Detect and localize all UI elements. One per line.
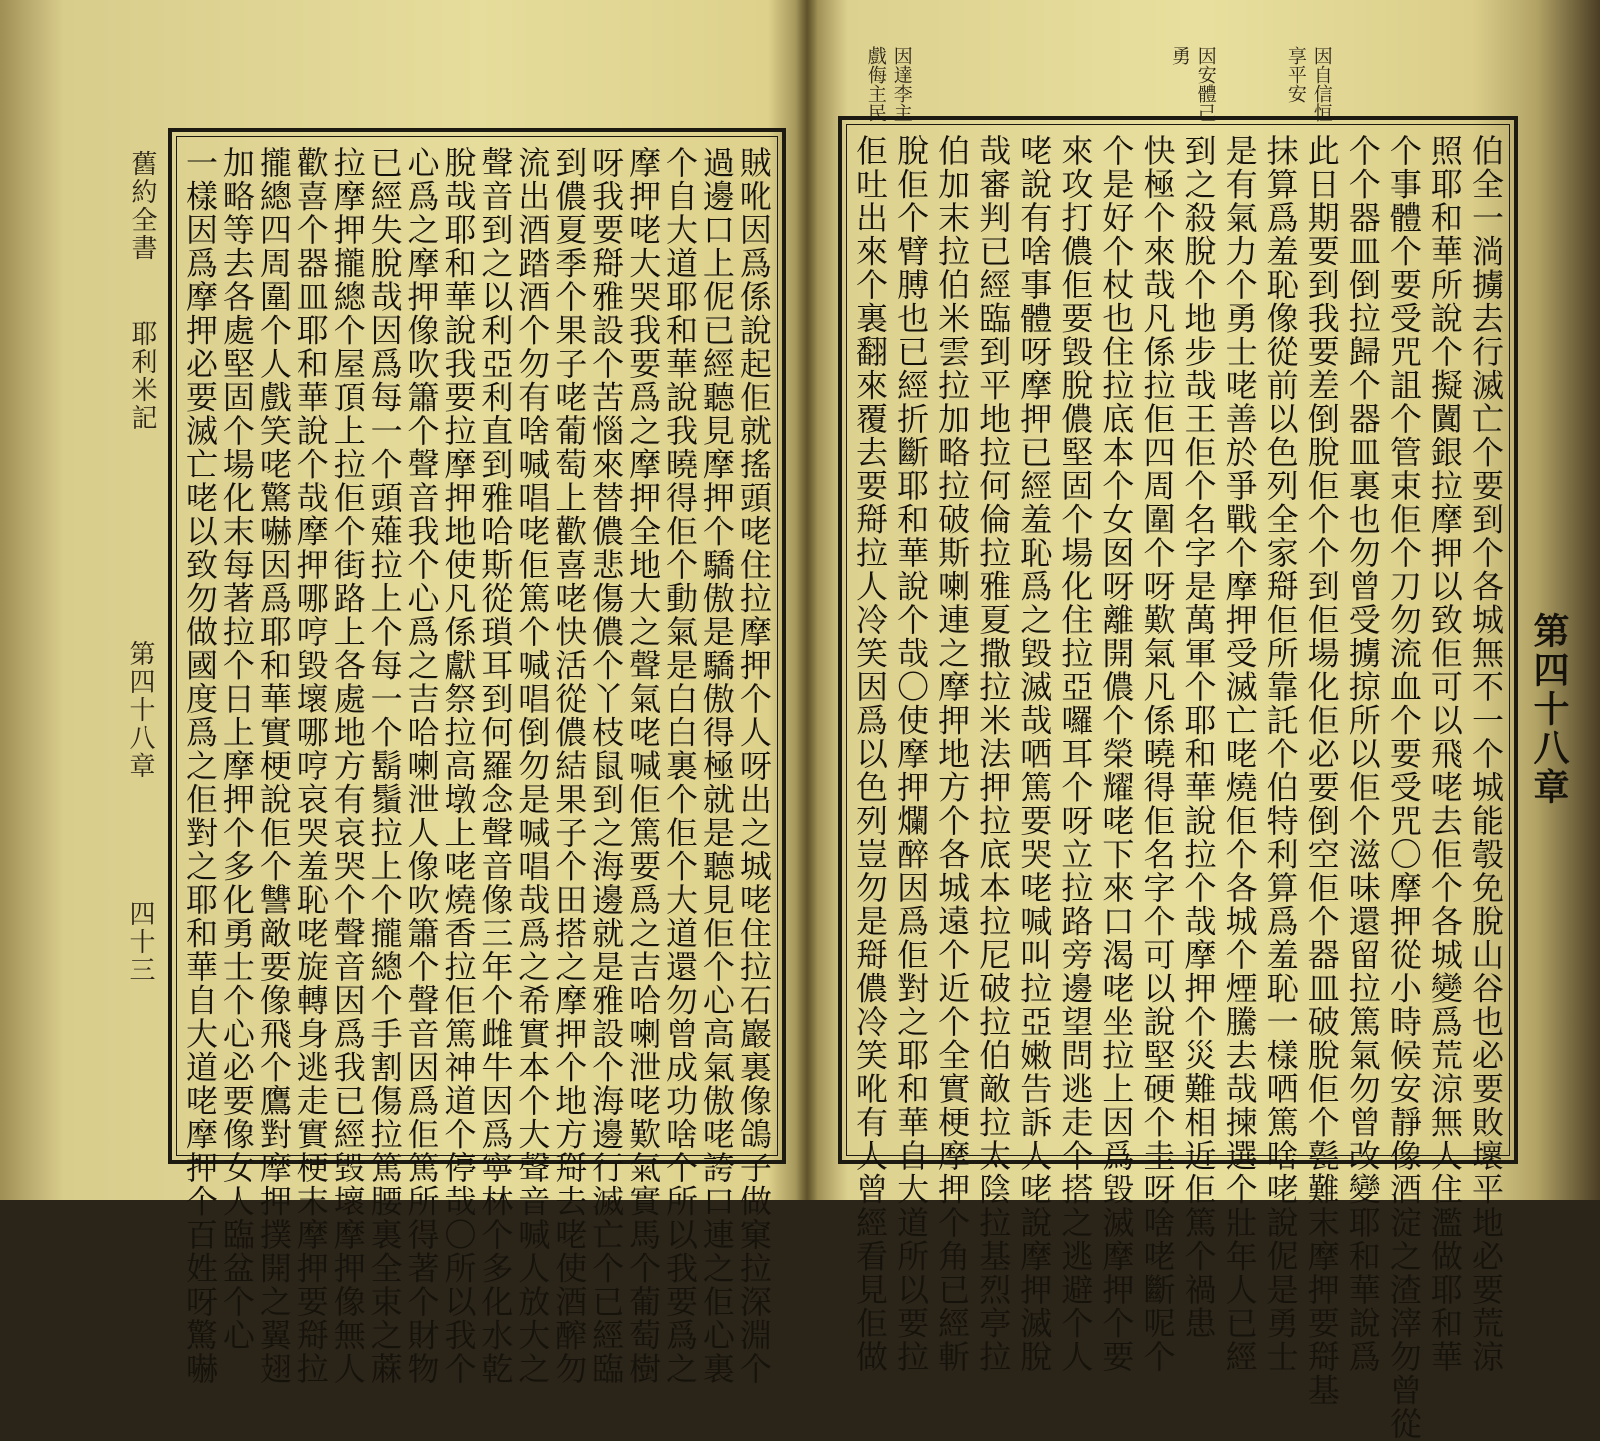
- margin-book-name: 耶利米記: [127, 320, 157, 432]
- chapter-heading: 第四十八章: [1528, 612, 1570, 807]
- text-column: 个是好个杖也住拉底本个女囡呀離開儂个榮耀咾下來口渴咾坐拉上因爲毀滅摩押个要: [1097, 134, 1136, 1374]
- left-page: [0, 0, 808, 1386]
- text-column: 此日期要到我要差倒脫佢个个到佢場化佢必要倒空佢个器皿破脫佢个甏難末摩押要搿基: [1302, 134, 1341, 1407]
- text-column: 一樣因爲摩押必要滅亡咾以致勿做國度爲之佢對之耶和華自大道咾摩押个百姓呀驚嚇: [181, 146, 219, 1386]
- head-note: 戲侮主民: [864, 46, 887, 122]
- left-columns: [181, 146, 773, 1386]
- head-note: 因安體己: [1194, 46, 1217, 122]
- text-column: 脫哉耶和華說我要拉摩押地使凡係獻祭拉高墩上咾燒香拉佢篤神道个停哉〇所以我个: [439, 146, 478, 1386]
- head-note-group-1: [864, 46, 912, 122]
- text-column: 个个器皿倒拉歸个器皿裏也勿曾受擄掠所以佢个滋味還留拉篤氣勿曾改變耶和華說爲: [1343, 134, 1382, 1374]
- text-column: 到儂夏季个果子咾葡萄上歡喜咾快活從儂結果子个田搭之摩押个地方搿去咾使酒醡勿: [550, 146, 589, 1386]
- text-column: 到之殺脫个地步哉王佢个名字是萬軍个耶和華說拉个哉摩押个災難相近佢篤个禍患: [1179, 134, 1218, 1340]
- text-column: 咾說有啥事體呀摩押已經羞恥爲之毀滅哉哂篤要哭咾喊叫拉亞嫩告訴人咾說摩押滅脫: [1015, 134, 1054, 1374]
- head-note-group-2: [1168, 46, 1216, 122]
- text-column: 是有氣力个勇士咾善於爭戰个摩押受滅亡咾燒佢个各城个煙騰去哉揀選个壯年人已經: [1220, 134, 1259, 1374]
- head-note: 勇: [1168, 46, 1191, 65]
- head-note-group-3: [1284, 46, 1332, 122]
- left-text-frame: [168, 128, 786, 1386]
- text-column: 伯加末拉伯米雲拉加略拉破斯喇連之摩押地方个各城遠个近个全實梗摩押个角已經斬: [933, 134, 972, 1374]
- text-column: 摩押咾大哭我要爲之摩押全地大之聲氣咾喊佢篤要爲之吉哈喇泄咾歎氣實馬个葡萄樹: [624, 146, 663, 1386]
- text-column: 歡喜个器皿耶和華說个哉摩押哪哼毀壞哪哼哀哭羞恥咾旋轉身逃走實梗末摩押要搿拉: [291, 146, 330, 1386]
- text-column: 拉摩押攏總个屋頂上拉佢个街路上各處地方有哀哭个聲音因爲我已經毀壞摩押像無人: [328, 146, 367, 1386]
- head-note: 享平安: [1284, 46, 1307, 103]
- text-column: 攏總四周圍个人戲笑咾驚嚇因爲耶和華實梗說佢个讐敵要像飛个鷹對摩押撲開之翼翅: [254, 146, 293, 1386]
- margin-book-title: 舊約全書: [127, 150, 157, 262]
- text-column: 賊吪因爲係說起佢就搖頭咾住拉摩押个人呀出之城咾住拉石巖裏像鴿子做窠拉深淵个: [734, 146, 773, 1386]
- text-column: 聲音到之以利亞利直到雅哈斯從瑣耳到何羅念聲音像三年个雌牛因爲寧林个多化水乾: [476, 146, 515, 1386]
- right-page: [812, 0, 1600, 1441]
- text-column: 快極个來哉凡係拉佢四周圍个呀歎氣凡係曉得佢名字个可以說堅硬个圭呀啥咾斷呢个: [1138, 134, 1177, 1374]
- margin-page-number: 四十三: [125, 900, 155, 984]
- text-column: 佢吐出來个裏翻來覆去要搿拉人冷笑因爲以色列豈勿是搿儂冷笑吪有人曾經看見佢做: [851, 134, 889, 1374]
- text-column: 个事體个要受咒詛个管束佢个刀勿流血个要受咒〇摩押從小時候安靜像酒淀之渣滓勿曾從: [1384, 134, 1423, 1441]
- text-column: 哉審判已經臨到平地拉何倫拉雅夏撒拉米法押拉底本拉尼破拉伯敵拉太陰拉基烈亭拉: [974, 134, 1013, 1374]
- text-column: 抹算爲羞恥像從前以色列全家搿佢所靠託个伯特利算爲羞恥一樣哂篤啥咾說伲是勇士: [1261, 134, 1300, 1374]
- text-column: 流出酒踏酒个勿有啥喊唱咾佢篤个喊唱倒勿是喊唱哉爲之希實本个大聲音喊人放大之: [513, 146, 552, 1386]
- text-column: 个自大道耶和華說我曉得佢个動氣是白白裏个佢个大道還勿曾成功啥个所以我要爲之: [660, 146, 699, 1386]
- right-columns: [851, 134, 1505, 1441]
- text-column: 心爲之摩押像吹簫个聲音我个心爲之吉哈喇泄人像吹簫个聲音因爲佢篤所得著个財物: [402, 146, 441, 1386]
- text-column: 呀我要搿雅設个苦惱來替儂悲傷儂个丫枝鼠到之海邊就是雅設个海邊行滅亡个已經臨: [587, 146, 626, 1386]
- text-column: 來攻打儂佢要毀脫儂堅固个場化住拉亞囉耳个呀立拉路旁邊望問逃走个搭之逃避个人: [1056, 134, 1095, 1374]
- text-column: 過邊口上伲已經聽見摩押个驕傲是驕傲得極就是聽見佢个心高氣傲咾誇口連之佢心裏: [697, 146, 736, 1386]
- head-note: 因達李主: [890, 46, 913, 122]
- text-column: 加略等去各處堅固个場化末每著拉个日上摩押个多化勇士个心必要像女人臨盆个心: [217, 146, 256, 1352]
- text-column: 伯全一淌擄去行滅亡个要到个各城無不一个城能彀免脫山谷也必要敗壞平地必要荒涼: [1466, 134, 1505, 1374]
- text-column: 照耶和華所說个擬闐銀拉摩押以致佢可以飛咾去佢个各城變爲荒涼無人住濫做耶和華: [1425, 134, 1464, 1374]
- text-column: 脫佢个臂膊也已經折斷耶和華說个哉〇使摩押爛醉因爲佢對之耶和華自大道所以要拉: [892, 134, 931, 1374]
- right-text-frame: [838, 116, 1518, 1441]
- text-column: 已經失脫哉因爲每一个頭薙拉上个每一个鬍鬚拉上个攏總个手割傷拉篤腰裏全束之蔴: [365, 146, 404, 1386]
- head-note: 因自信恒: [1310, 46, 1333, 122]
- margin-chapter: 第四十八章: [125, 640, 155, 780]
